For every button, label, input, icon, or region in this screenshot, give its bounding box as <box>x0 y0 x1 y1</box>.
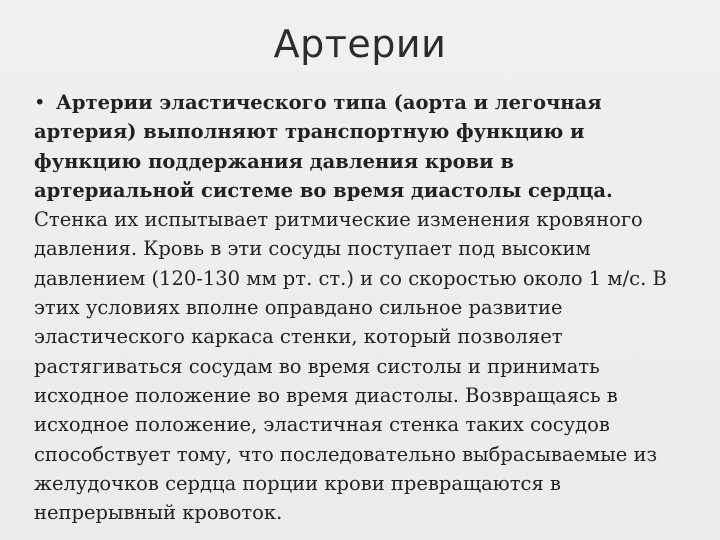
body-line: этих условиях вполне оправдано сильное развитие <box>34 296 563 320</box>
bold-line: артериальной системе во время диастолы сердца. <box>34 178 613 202</box>
body-line: давлением (120-130 мм рт. ст.) и со скоростью около 1 м/с. В <box>34 266 667 290</box>
body-line: способствует тому, что последовательно выбрасываемые из <box>34 442 658 466</box>
bold-line: артерия) выполняют транспортную функцию и <box>34 120 585 144</box>
bold-line <box>34 88 696 117</box>
bold-line: функцию поддержания давления крови в <box>34 149 514 173</box>
body-line: эластического каркаса стенки, который позволяет <box>34 325 563 349</box>
slide-body <box>34 88 696 527</box>
body-line: Стенка их испытывает ритмические изменения кровяного <box>34 208 643 232</box>
bold-line-text: Артерии эластического типа (аорта и легочная <box>56 91 602 114</box>
body-line: исходное положение, эластичная стенка таких сосудов <box>34 413 610 437</box>
body-line: растягиваться сосудам во время систолы и принимать <box>34 354 600 378</box>
body-line: исходное положение во время диастолы. Возвращаясь в <box>34 383 618 407</box>
body-line: давления. Кровь в эти сосуды поступает под высоким <box>34 237 591 261</box>
slide-title: Артерии <box>273 22 447 66</box>
bullet-icon: • <box>34 91 46 114</box>
body-line: непрерывный кровоток. <box>34 501 283 525</box>
body-line: желудочков сердца порции крови превращаются в <box>34 471 561 495</box>
